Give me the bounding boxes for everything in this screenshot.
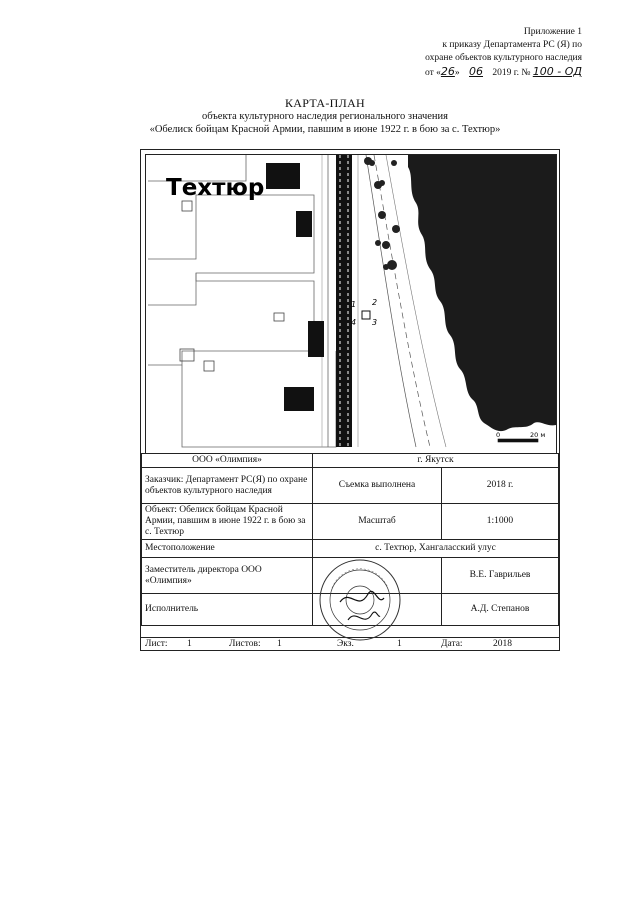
map-plan-frame	[140, 149, 560, 651]
sheet-label: Лист:	[145, 639, 168, 649]
object-cell: Объект: Обелиск бойцам Красной Армии, павшим в июне 1922 г. в бою за с. Техтюр	[142, 504, 313, 540]
city-cell: г. Якутск	[313, 454, 559, 468]
executor-signature-cell	[313, 594, 442, 626]
location-value-cell: с. Техтюр, Хангаласский улус	[313, 540, 559, 558]
appendix-line-2: к приказу Департамента РС (Я) по	[442, 40, 582, 50]
copy-label: Экз.	[337, 639, 354, 649]
appendix-date-line: от «26» 06 2019 г. № 100 - ОД	[424, 65, 582, 78]
appendix-block	[342, 26, 582, 80]
handwritten-day: 26	[440, 65, 455, 78]
scale-start: 0	[496, 431, 501, 439]
handwritten-month: 06	[469, 65, 484, 78]
survey-year-cell: 2018 г.	[442, 468, 559, 504]
executor-label-cell: Исполнитель	[142, 594, 313, 626]
site-map-drawing	[146, 155, 556, 453]
map-point-3: 3	[372, 318, 378, 327]
sheet-value: 1	[187, 639, 192, 649]
map-point-2: 2	[372, 298, 378, 307]
document-title: КАРТА-ПЛАН	[284, 96, 366, 110]
executor-name-cell: А.Д. Степанов	[442, 594, 559, 626]
trees	[364, 157, 400, 270]
appendix-line-1: Приложение 1	[523, 27, 582, 37]
object-name: «Обелиск бойцам Красной Армии, павшим в июне 1922 г. в бою за с. Техтюр»	[149, 124, 501, 135]
date-label: Дата:	[441, 639, 463, 649]
document-heading	[60, 97, 590, 136]
handwritten-order-number: 100 - ОД	[532, 65, 582, 78]
deputy-name-cell: В.Е. Гаврильев	[442, 558, 559, 594]
document-subtitle: объекта культурного наследия регионального значения	[202, 111, 448, 122]
deputy-label-cell: Заместитель директора ООО «Олимпия»	[142, 558, 313, 594]
sheets-label: Листов:	[229, 639, 261, 649]
customer-cell: Заказчик: Департамент РС(Я) по охране объектов культурного наследия	[142, 468, 313, 504]
map-point-4: 4	[351, 318, 357, 327]
place-label: Техтюр	[166, 175, 265, 201]
org-cell: ООО «Олимпия»	[142, 454, 313, 468]
scale-bar	[498, 439, 538, 442]
sheet-footer	[141, 637, 559, 652]
deputy-signature-cell	[313, 558, 442, 594]
location-label-cell: Местоположение	[142, 540, 313, 558]
copy-value: 1	[397, 639, 402, 649]
road-strip	[336, 155, 352, 447]
building	[266, 163, 300, 189]
scale-label-cell: Масштаб	[313, 504, 442, 540]
title-block-table	[141, 453, 559, 626]
building	[308, 321, 324, 357]
monument-site	[362, 311, 370, 319]
building	[296, 211, 312, 237]
sheets-value: 1	[277, 639, 282, 649]
forest-area	[408, 155, 556, 431]
survey-label-cell: Съемка выполнена	[313, 468, 442, 504]
scale-value-cell: 1:1000	[442, 504, 559, 540]
building	[284, 387, 314, 411]
scale-end: 20 м	[530, 431, 546, 439]
date-value: 2018	[493, 639, 512, 649]
map-point-1: 1	[351, 300, 357, 309]
appendix-line-3: охране объектов культурного наследия	[425, 53, 582, 63]
site-map	[145, 154, 557, 454]
